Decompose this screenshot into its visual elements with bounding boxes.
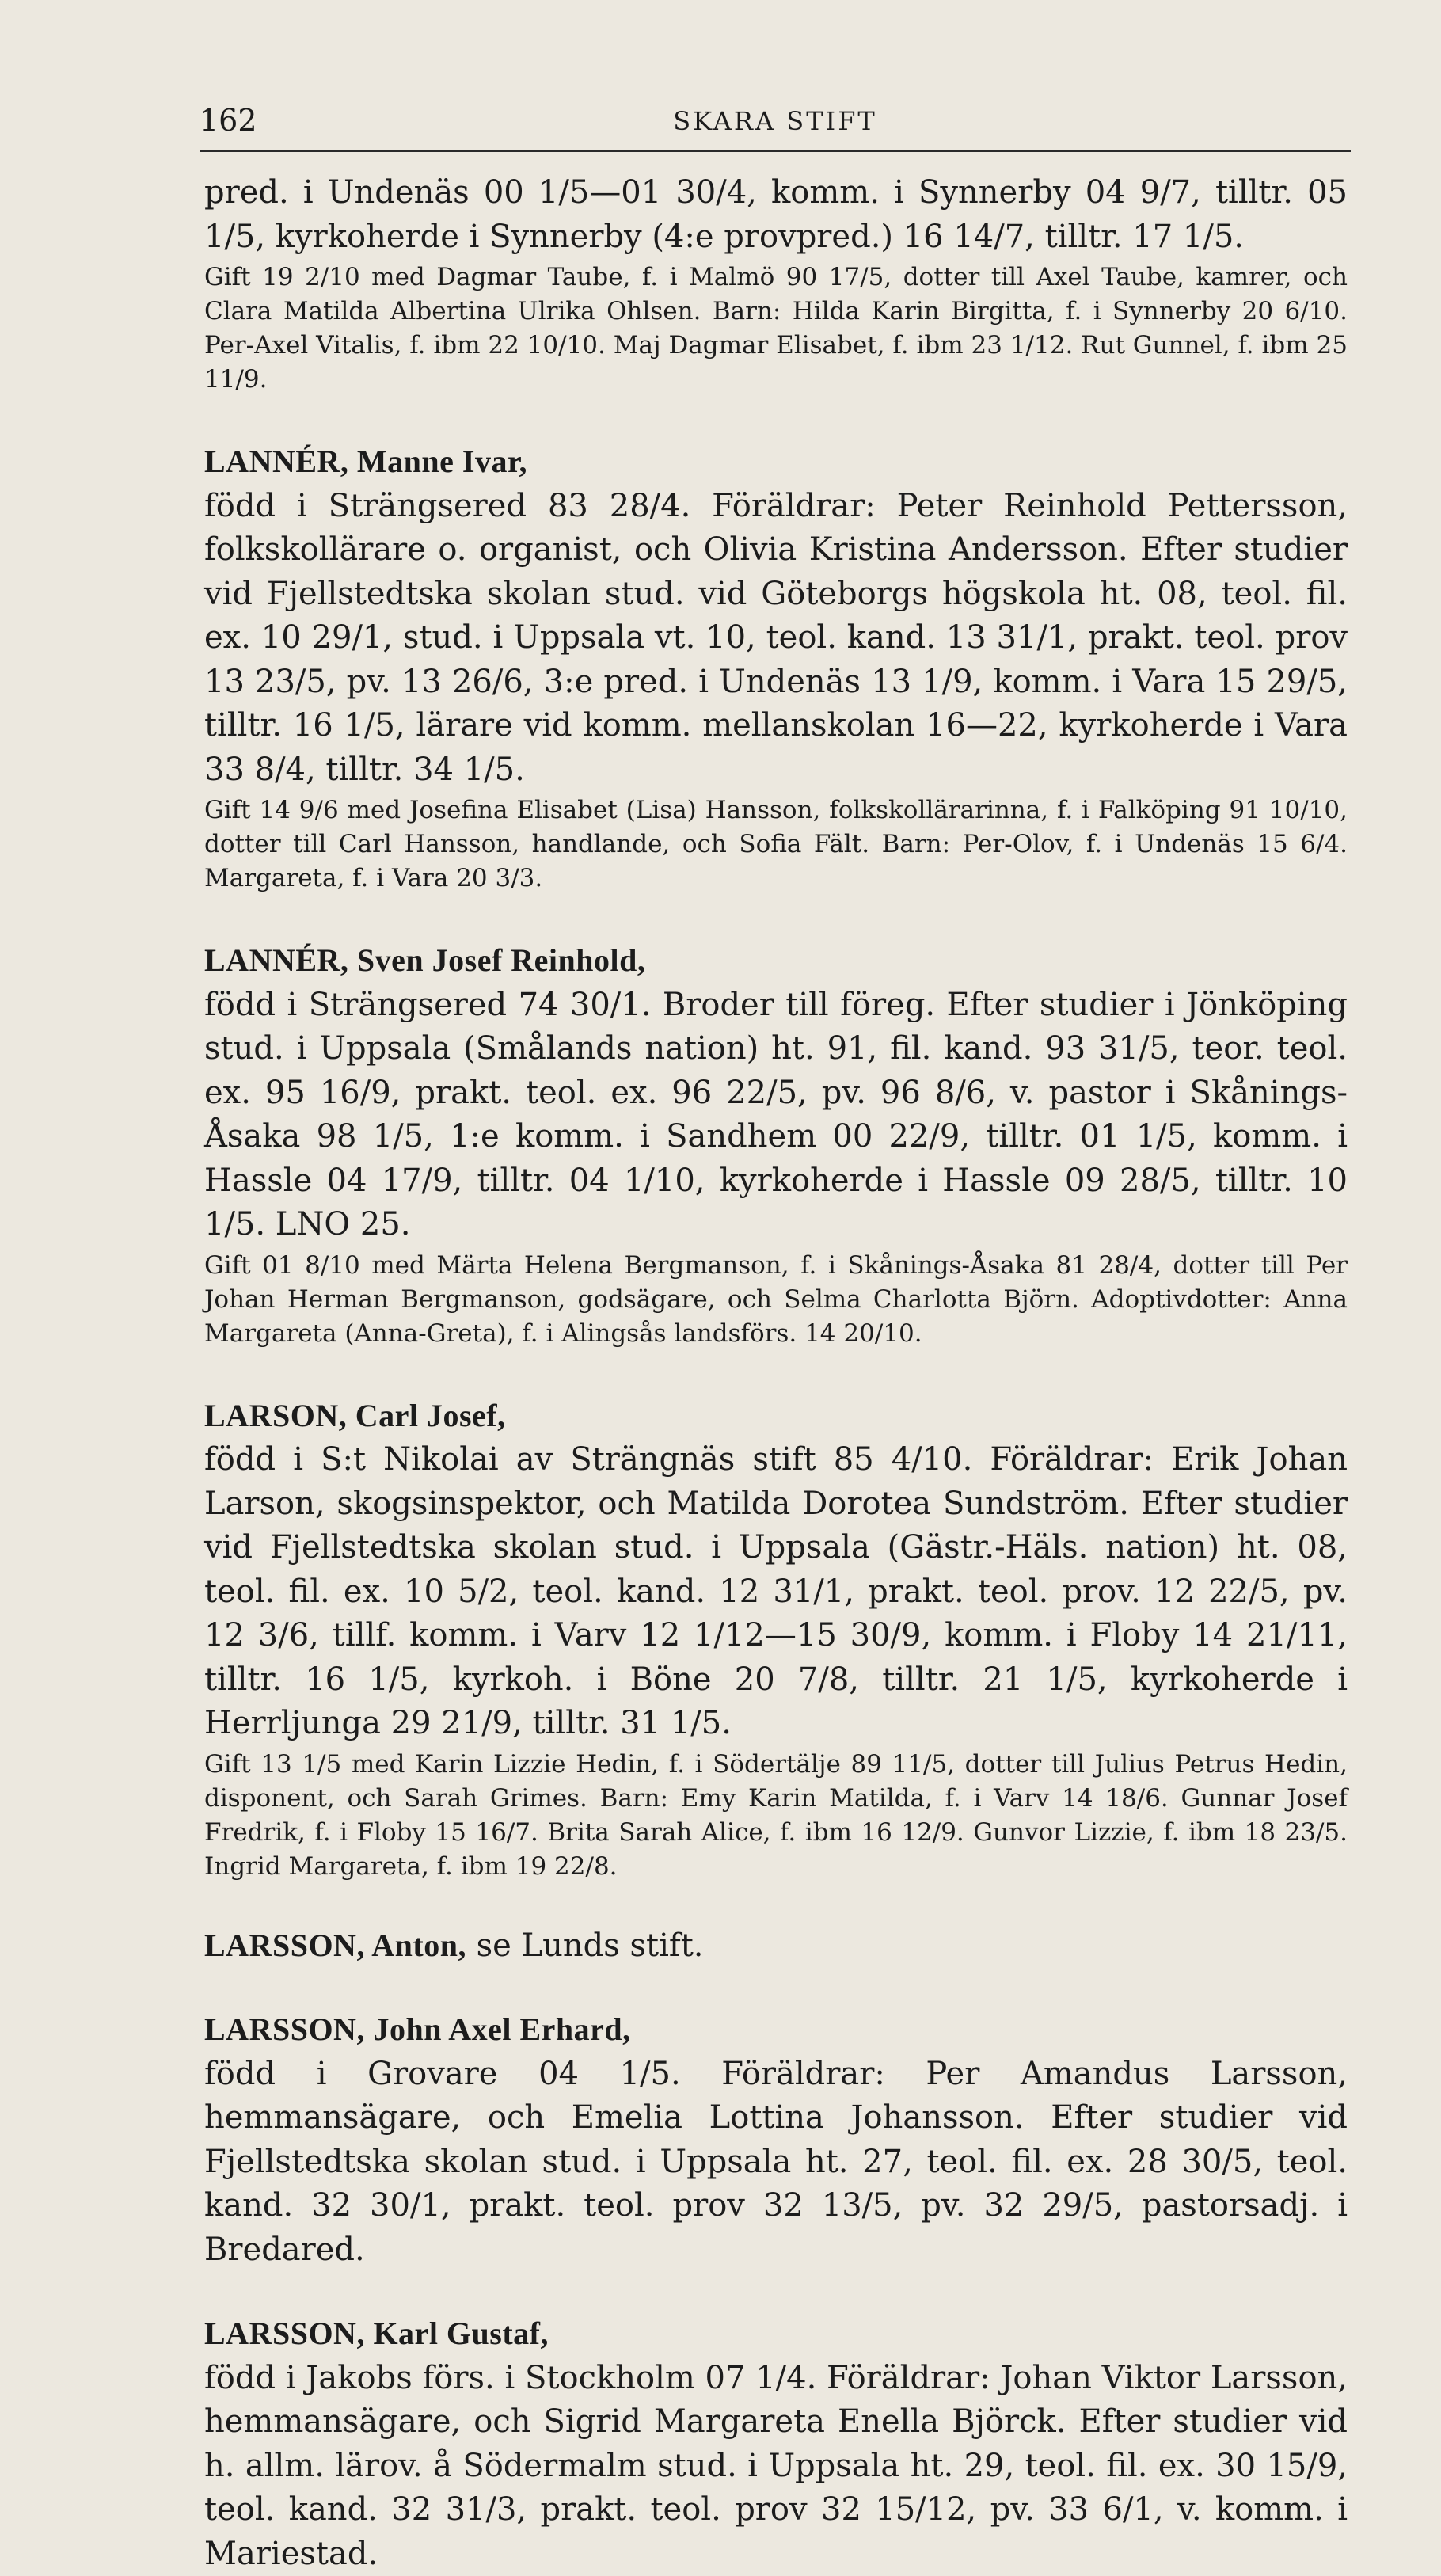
entry-name: LARSSON, Karl Gustaf, xyxy=(204,2315,549,2351)
entry-body: född i Strängsered 74 30/1. Broder till föreg. Efter studier i Jönköping stud. i Uppsala (Smålands nation) ht. 91, fil. kand. 93 31/5, teor. teol. ex. 95 16/9, prakt. teol. ex. 96 22/5, pv. 96 8/6, v. pastor i Skånings-Åsaka 98 1/5, 1:e komm. i Sandhem 00 22/9, tilltr. 01 1/5, komm. i Hassle 04 17/9, tilltr. 04 1/10, kyrkoherde i Hassle 09 28/5, tilltr. 10 1/5. LNO 25. xyxy=(204,986,1348,1242)
entry-family: Gift 01 8/10 med Märta Helena Bergmanson, f. i Skånings-Åsaka 81 28/4, dotter till Per Johan Herman Bergmanson, godsägare, och Selma Charlotta Björn. Adoptivdotter: Anna Margareta (Anna-Greta), f. i Alingsås landsförs. 14 20/10. xyxy=(204,1250,1348,1348)
biography-entry xyxy=(204,1923,1348,1969)
biography-entry xyxy=(204,439,1348,896)
entry-name: LARSSON, John Axel Erhard, xyxy=(204,2011,631,2047)
entry-name: LARSSON, Anton, xyxy=(204,1927,466,1963)
entry-body: född i Jakobs förs. i Stockholm 07 1/4. Föräldrar: Johan Viktor Larsson, hemmansägare, och Sigrid Margareta Enella Björck. Efter studier vid h. allm. lärov. å Södermalm stud. i Uppsala ht. 29, teol. fil. ex. 30 15/9, teol. kand. 32 31/3, prakt. teol. prov 32 15/12, pv. 33 6/1, v. komm. i Mariestad. xyxy=(204,2359,1348,2572)
entry-name: LARSON, Carl Josef, xyxy=(204,1397,506,1433)
biography-entry xyxy=(204,2007,1348,2272)
biography-entry xyxy=(204,1394,1348,1884)
biography-entry xyxy=(204,938,1348,1351)
entry-family: Gift 13 1/5 med Karin Lizzie Hedin, f. i Södertälje 89 11/5, dotter till Julius Petrus Hedin, disponent, och Sarah Grimes. Barn: Emy Karin Matilda, f. i Varv 14 18/6. Gunnar Josef Fredrik, f. i Floby 15 16/7. Brita Sarah Alice, f. ibm 16 12/9. Gunvor Lizzie, f. ibm 18 23/5. Ingrid Margareta, f. ibm 19 22/8. xyxy=(204,1749,1348,1881)
entry-body: född i Strängsered 83 28/4. Föräldrar: Peter Reinhold Pettersson, folkskollärare o. organist, och Olivia Kristina Andersson. Efter studier vid Fjellstedtska skolan stud. vid Göteborgs högskola ht. 08, teol. fil. ex. 10 29/1, stud. i Uppsala vt. 10, teol. kand. 13 31/1, prakt. teol. prov 13 23/5, pv. 13 26/6, 3:e pred. i Undenäs 13 1/9, komm. i Vara 15 29/5, tilltr. 16 1/5, lärare vid komm. mellanskolan 16—22, kyrkoherde i Vara 33 8/4, tilltr. 34 1/5. xyxy=(204,487,1348,788)
entry-name: LANNÉR, Sven Josef Reinhold, xyxy=(204,942,646,978)
entry-body: född i S:t Nikolai av Strängnäs stift 85 4/10. Föräldrar: Erik Johan Larson, skogsinspektor, och Matilda Dorotea Sundström. Efter studier vid Fjellstedtska skolan stud. i Uppsala (Gästr.-Häls. nation) ht. 08, teol. fil. ex. 10 5/2, teol. kand. 12 31/1, prakt. teol. prov. 12 22/5, pv. 12 3/6, tillf. komm. i Varv 12 1/12—15 30/9, komm. i Floby 14 21/11, tilltr. 16 1/5, kyrkoh. i Böne 20 7/8, tilltr. 21 1/5, kyrkoherde i Herrljunga 29 21/9, tilltr. 31 1/5. xyxy=(204,1441,1348,1741)
page-content xyxy=(204,171,1348,2576)
running-head: SKARA STIFT xyxy=(673,106,877,136)
entry-name: LANNÉR, Manne Ivar, xyxy=(204,443,528,479)
entry-continuation-text: pred. i Undenäs 00 1/5—01 30/4, komm. i Synnerby 04 9/7, tilltr. 05 1/5, kyrkoherde i Synnerby (4:e provpred.) 16 14/7, tilltr. 17 1/5. xyxy=(204,174,1348,255)
page-header xyxy=(200,95,1351,152)
biography-entry xyxy=(204,2312,1348,2576)
entry-family: Gift 14 9/6 med Josefina Elisabet (Lisa) Hansson, folkskollärarinna, f. i Falköping 91 10/10, dotter till Carl Hansson, handlande, och Sofia Fält. Barn: Per-Olov, f. i Undenäs 15 6/4. Margareta, f. i Vara 20 3/3. xyxy=(204,796,1348,892)
page-number: 162 xyxy=(200,103,257,138)
entry-body: se Lunds stift. xyxy=(476,1927,704,1964)
entry-continuation-family: Gift 19 2/10 med Dagmar Taube, f. i Malmö 90 17/5, dotter till Axel Taube, kamrer, och Clara Matilda Albertina Ulrika Ohlsen. Barn: Hilda Karin Birgitta, f. i Synnerby 20 6/10. Per-Axel Vitalis, f. ibm 22 10/10. Maj Dagmar Elisabet, f. ibm 23 1/12. Rut Gunnel, f. ibm 25 11/9. xyxy=(204,263,1348,394)
entry-body: född i Grovare 04 1/5. Föräldrar: Per Amandus Larsson, hemmansägare, och Emelia Lottina Johansson. Efter studier vid Fjellstedtska skolan stud. i Uppsala ht. 27, teol. fil. ex. 28 30/5, teol. kand. 32 30/1, prakt. teol. prov 32 13/5, pv. 32 29/5, pastorsadj. i Bredared. xyxy=(204,2055,1348,2268)
